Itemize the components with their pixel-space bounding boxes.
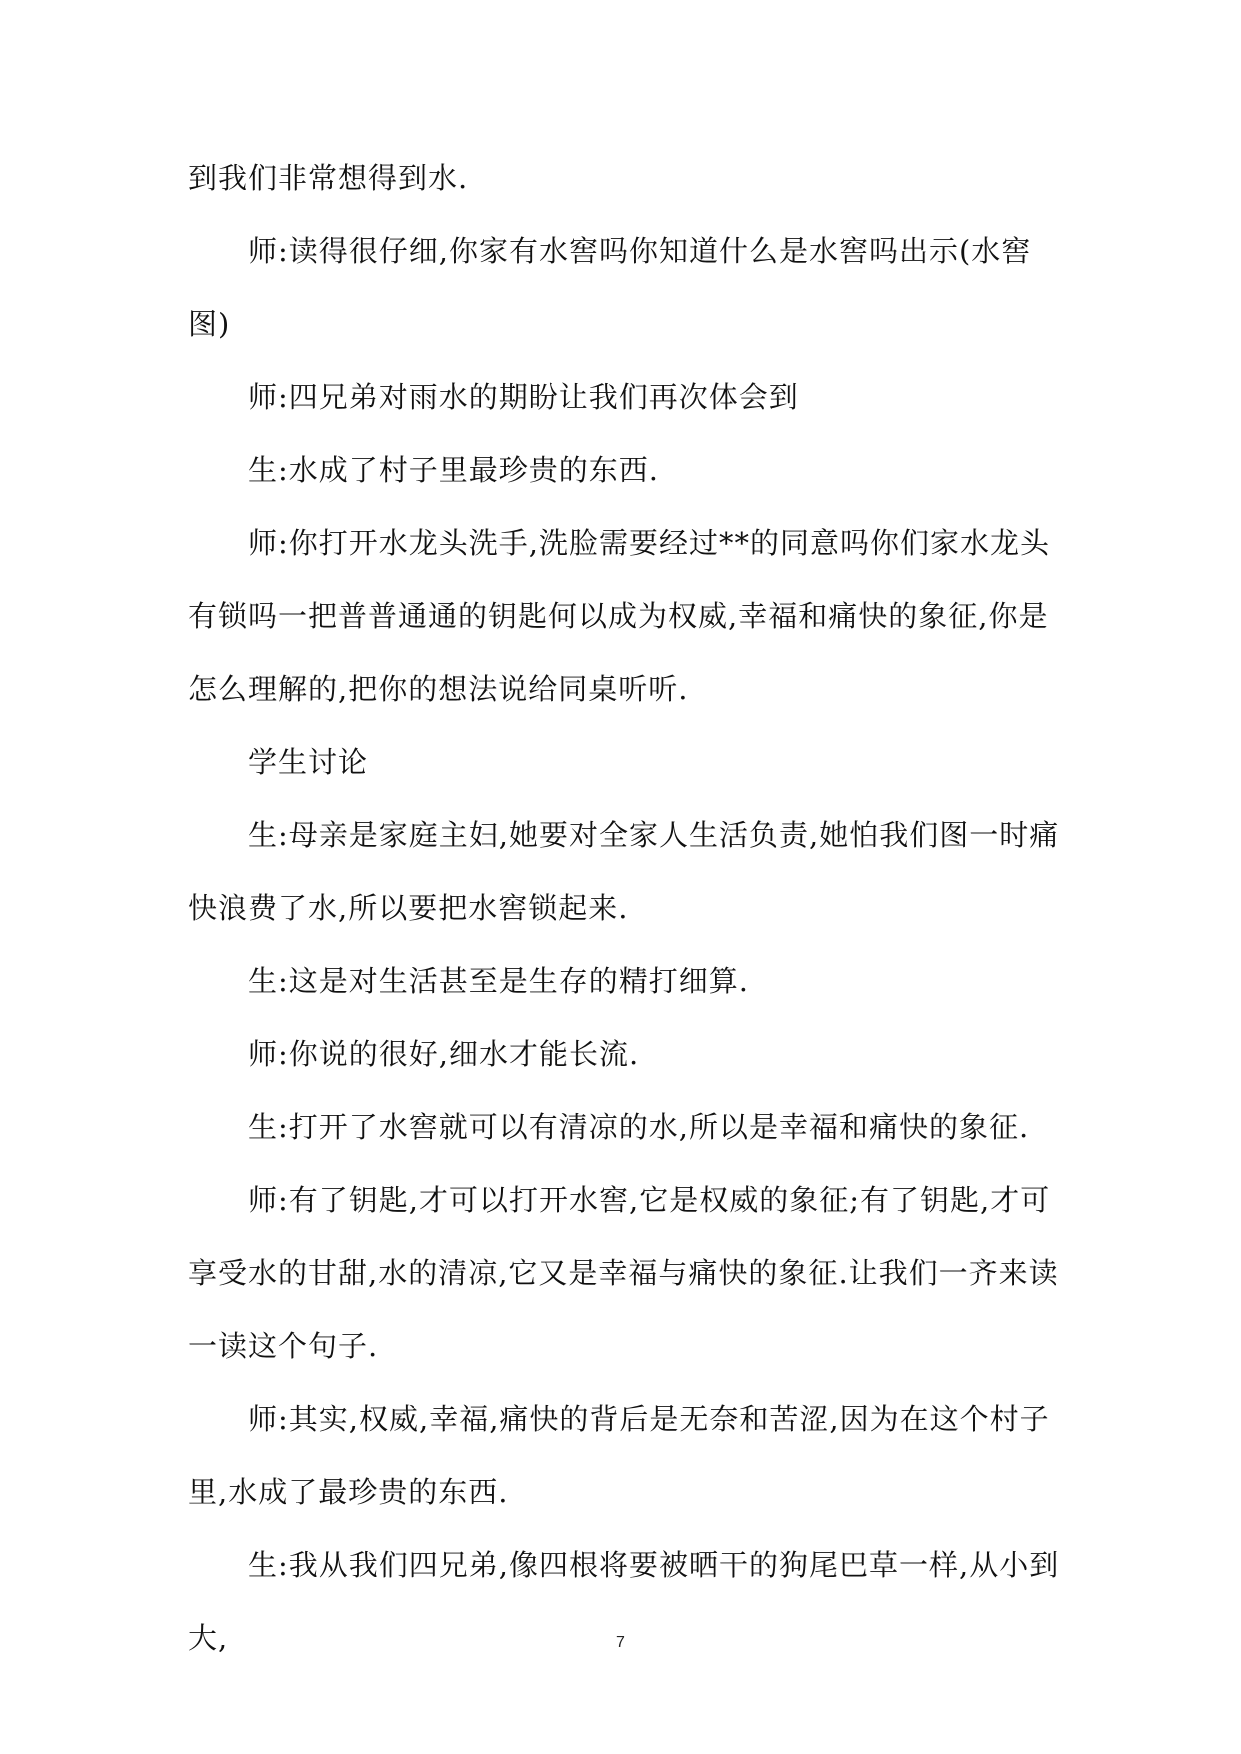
paragraph: 师:其实,权威,幸福,痛快的背后是无奈和苦涩,因为在这个村子里,水成了最珍贵的东西. [188, 1402, 1050, 1509]
body-text [188, 142, 1068, 1675]
paragraph: 到我们非常想得到水. [188, 161, 469, 195]
paragraph: 生:水成了村子里最珍贵的东西. [188, 453, 659, 487]
paragraph: 师:你打开水龙头洗手,洗脸需要经过**的同意吗你们家水龙头有锁吗一把普普通通的钥匙何以成为权威,幸福和痛快的象征,你是怎么理解的,把你的想法说给同桌听听. [188, 526, 1050, 706]
paragraph: 师:你说的很好,细水才能长流. [188, 1037, 640, 1071]
paragraph: 生:我从我们四兄弟,像四根将要被晒干的狗尾巴草一样,从小到大, [188, 1548, 1060, 1655]
paragraph: 学生讨论 [188, 745, 369, 779]
paragraph: 师:读得很仔细,你家有水窖吗你知道什么是水窖吗出示(水窖图) [188, 234, 1032, 341]
page-number: 7 [616, 1634, 625, 1651]
paragraph: 生:这是对生活甚至是生存的精打细算. [188, 964, 749, 998]
paragraph: 生:打开了水窖就可以有清凉的水,所以是幸福和痛快的象征. [188, 1110, 1030, 1144]
paragraph: 师:四兄弟对雨水的期盼让我们再次体会到 [188, 380, 799, 414]
paragraph: 生:母亲是家庭主妇,她要对全家人生活负责,她怕我们图一时痛快浪费了水,所以要把水窖锁起来. [188, 818, 1060, 925]
paragraph: 师:有了钥匙,才可以打开水窖,它是权威的象征;有了钥匙,才可享受水的甘甜,水的清凉,它又是幸福与痛快的象征.让我们一齐来读一读这个句子. [188, 1183, 1059, 1363]
